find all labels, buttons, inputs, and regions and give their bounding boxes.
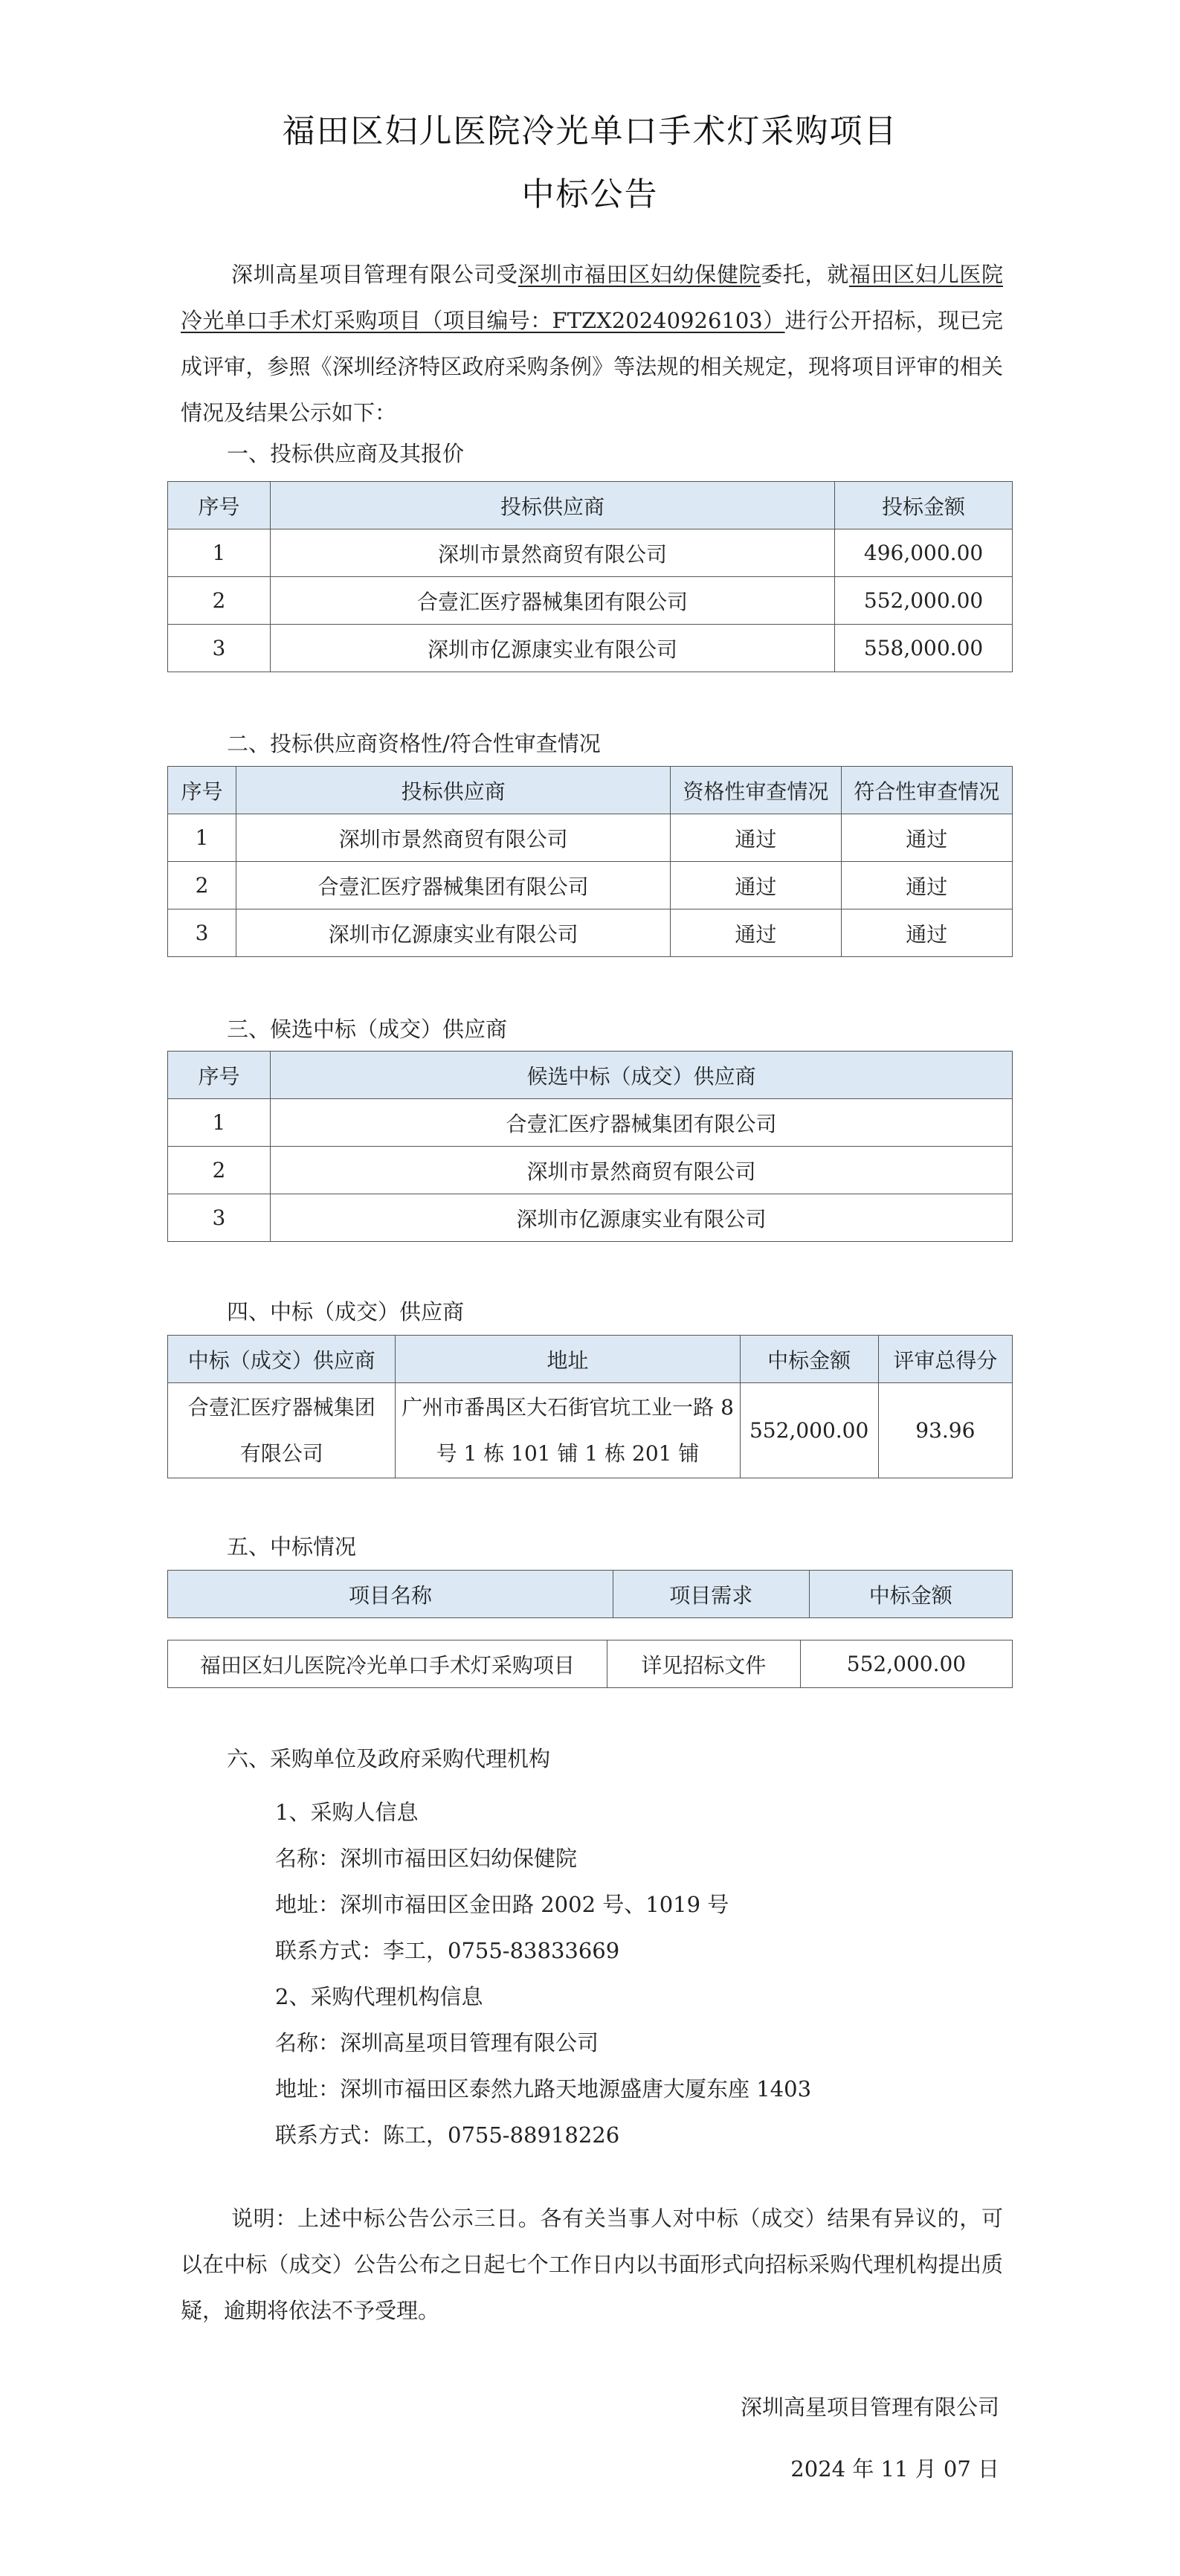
intro-purchaser: 深圳市福田区妇幼保健院	[518, 262, 761, 287]
signature-company: 深圳高星项目管理有限公司	[740, 2395, 999, 2420]
header-cell: 投标供应商	[270, 482, 834, 529]
cell: 合壹汇医疗器械集团有限公司	[270, 577, 834, 625]
winner-address-cell	[396, 1383, 740, 1478]
winner-table	[167, 1335, 1013, 1478]
list-item: 名称：深圳高星项目管理有限公司	[275, 2030, 599, 2055]
cell: 深圳市亿源康实业有限公司	[270, 1194, 1012, 1242]
cell: 1	[168, 529, 271, 577]
cell: 2	[168, 1147, 271, 1194]
cell: 1	[168, 1099, 271, 1147]
list-item: 1、采购人信息	[275, 1800, 419, 1825]
header-cell: 投标供应商	[236, 767, 670, 814]
table-row	[168, 862, 1013, 909]
table-row	[168, 625, 1013, 672]
table-header-row	[168, 1052, 1013, 1099]
header-cell: 中标金额	[809, 1571, 1013, 1618]
intro-text-1: 深圳高星项目管理有限公司受	[231, 262, 518, 287]
cell: 深圳市景然商贸有限公司	[270, 529, 834, 577]
section3-heading: 三、候选中标（成交）供应商	[227, 1017, 508, 1042]
cell: 1	[168, 814, 236, 862]
section6-heading: 六、采购单位及政府采购代理机构	[227, 1746, 551, 1771]
cell: 详见招标文件	[607, 1640, 800, 1688]
intro-paragraph	[181, 251, 1003, 436]
header-cell: 项目需求	[613, 1571, 809, 1618]
cell: 通过	[841, 862, 1012, 909]
cell: 深圳市亿源康实业有限公司	[236, 909, 670, 957]
table-row	[168, 529, 1013, 577]
cell: 3	[168, 625, 271, 672]
cell: 福田区妇儿医院冷光单口手术灯采购项目	[168, 1640, 607, 1688]
table-header-row	[168, 482, 1013, 529]
cell: 通过	[671, 814, 841, 862]
candidates-table	[167, 1051, 1013, 1242]
cell: 通过	[841, 909, 1012, 957]
address-line: 号 1 栋 101 铺 1 栋 201 铺	[436, 1440, 700, 1466]
list-item: 联系方式：李工，0755-83833669	[275, 1938, 620, 1963]
address-line: 广州市番禺区大石街官坑工业一路 8	[402, 1394, 734, 1420]
list-item: 2、采购代理机构信息	[275, 1984, 483, 2009]
header-cell: 序号	[168, 767, 236, 814]
table-row	[168, 1099, 1013, 1147]
header-cell: 项目名称	[168, 1571, 613, 1618]
header-cell: 序号	[168, 482, 271, 529]
intro-text-3: 进行公开招标，现已完成评审，参照《深圳经济特区政府采购条例》等法规的相关规定，现将项目评审的相关情况及结果公示如下：	[181, 308, 1003, 425]
table-row	[168, 1194, 1013, 1242]
winner-supplier-cell	[168, 1383, 396, 1478]
cell: 通过	[841, 814, 1012, 862]
header-cell: 序号	[168, 1052, 271, 1099]
signature-date: 2024 年 11 月 07 日	[790, 2456, 999, 2482]
section2-heading: 二、投标供应商资格性/符合性审查情况	[227, 731, 601, 756]
table-row	[168, 1640, 1013, 1688]
cell: 2	[168, 862, 236, 909]
supplier-line: 有限公司	[239, 1440, 323, 1466]
list-item: 地址：深圳市福田区泰然九路天地源盛唐大厦东座 1403	[275, 2076, 812, 2102]
cell: 552,000.00	[800, 1640, 1012, 1688]
cell: 深圳市景然商贸有限公司	[270, 1147, 1012, 1194]
table-row	[168, 1147, 1013, 1194]
section4-heading: 四、中标（成交）供应商	[227, 1299, 465, 1324]
document-title: 福田区妇儿医院冷光单口手术灯采购项目	[282, 112, 898, 150]
document-subtitle: 中标公告	[521, 176, 659, 213]
table-row	[168, 1383, 1013, 1478]
award-header-table	[167, 1570, 1013, 1618]
header-cell: 地址	[396, 1336, 740, 1383]
table-header-row	[168, 1571, 1013, 1618]
winner-score-cell: 93.96	[878, 1383, 1012, 1478]
intro-project: 福田区妇儿医院冷光单口手术灯采购项目（项目编号：FTZX20240926103）	[181, 262, 1003, 333]
table-header-row	[168, 1336, 1013, 1383]
header-cell: 评审总得分	[878, 1336, 1012, 1383]
section1-heading: 一、投标供应商及其报价	[227, 441, 465, 466]
cell: 深圳市景然商贸有限公司	[236, 814, 670, 862]
cell: 合壹汇医疗器械集团有限公司	[236, 862, 670, 909]
cell: 2	[168, 577, 271, 625]
cell: 通过	[671, 909, 841, 957]
header-cell: 符合性审查情况	[841, 767, 1012, 814]
winner-amount-cell: 552,000.00	[740, 1383, 878, 1478]
cell: 496,000.00	[835, 529, 1013, 577]
cell: 合壹汇医疗器械集团有限公司	[270, 1099, 1012, 1147]
list-item: 联系方式：陈工，0755-88918226	[275, 2122, 620, 2148]
header-cell: 资格性审查情况	[671, 767, 841, 814]
supplier-line: 合壹汇医疗器械集团	[187, 1394, 375, 1420]
award-body-table	[167, 1640, 1013, 1688]
cell: 深圳市亿源康实业有限公司	[270, 625, 834, 672]
list-item: 名称：深圳市福田区妇幼保健院	[275, 1846, 578, 1871]
note-paragraph	[181, 2195, 1003, 2334]
cell: 3	[168, 909, 236, 957]
bidders-table	[167, 481, 1013, 672]
note-text: 说明：上述中标公告公示三日。各有关当事人对中标（成交）结果有异议的，可以在中标（成交）公告公布之日起七个工作日内以书面形式向招标采购代理机构提出质疑，逾期将依法不予受理。	[181, 2206, 1003, 2323]
header-cell: 候选中标（成交）供应商	[270, 1052, 1012, 1099]
table-row	[168, 577, 1013, 625]
cell: 552,000.00	[835, 577, 1013, 625]
header-cell: 中标（成交）供应商	[168, 1336, 396, 1383]
cell: 558,000.00	[835, 625, 1013, 672]
header-cell: 中标金额	[740, 1336, 878, 1383]
cell: 3	[168, 1194, 271, 1242]
intro-text-2: 委托，就	[761, 262, 849, 287]
list-item: 地址：深圳市福田区金田路 2002 号、1019 号	[275, 1892, 729, 1917]
header-cell: 投标金额	[835, 482, 1013, 529]
cell: 通过	[671, 862, 841, 909]
section5-heading: 五、中标情况	[227, 1534, 357, 1559]
table-row	[168, 814, 1013, 862]
contact-info-list	[275, 1789, 811, 2158]
table-row	[168, 909, 1013, 957]
qualification-table	[167, 766, 1013, 957]
table-header-row	[168, 767, 1013, 814]
